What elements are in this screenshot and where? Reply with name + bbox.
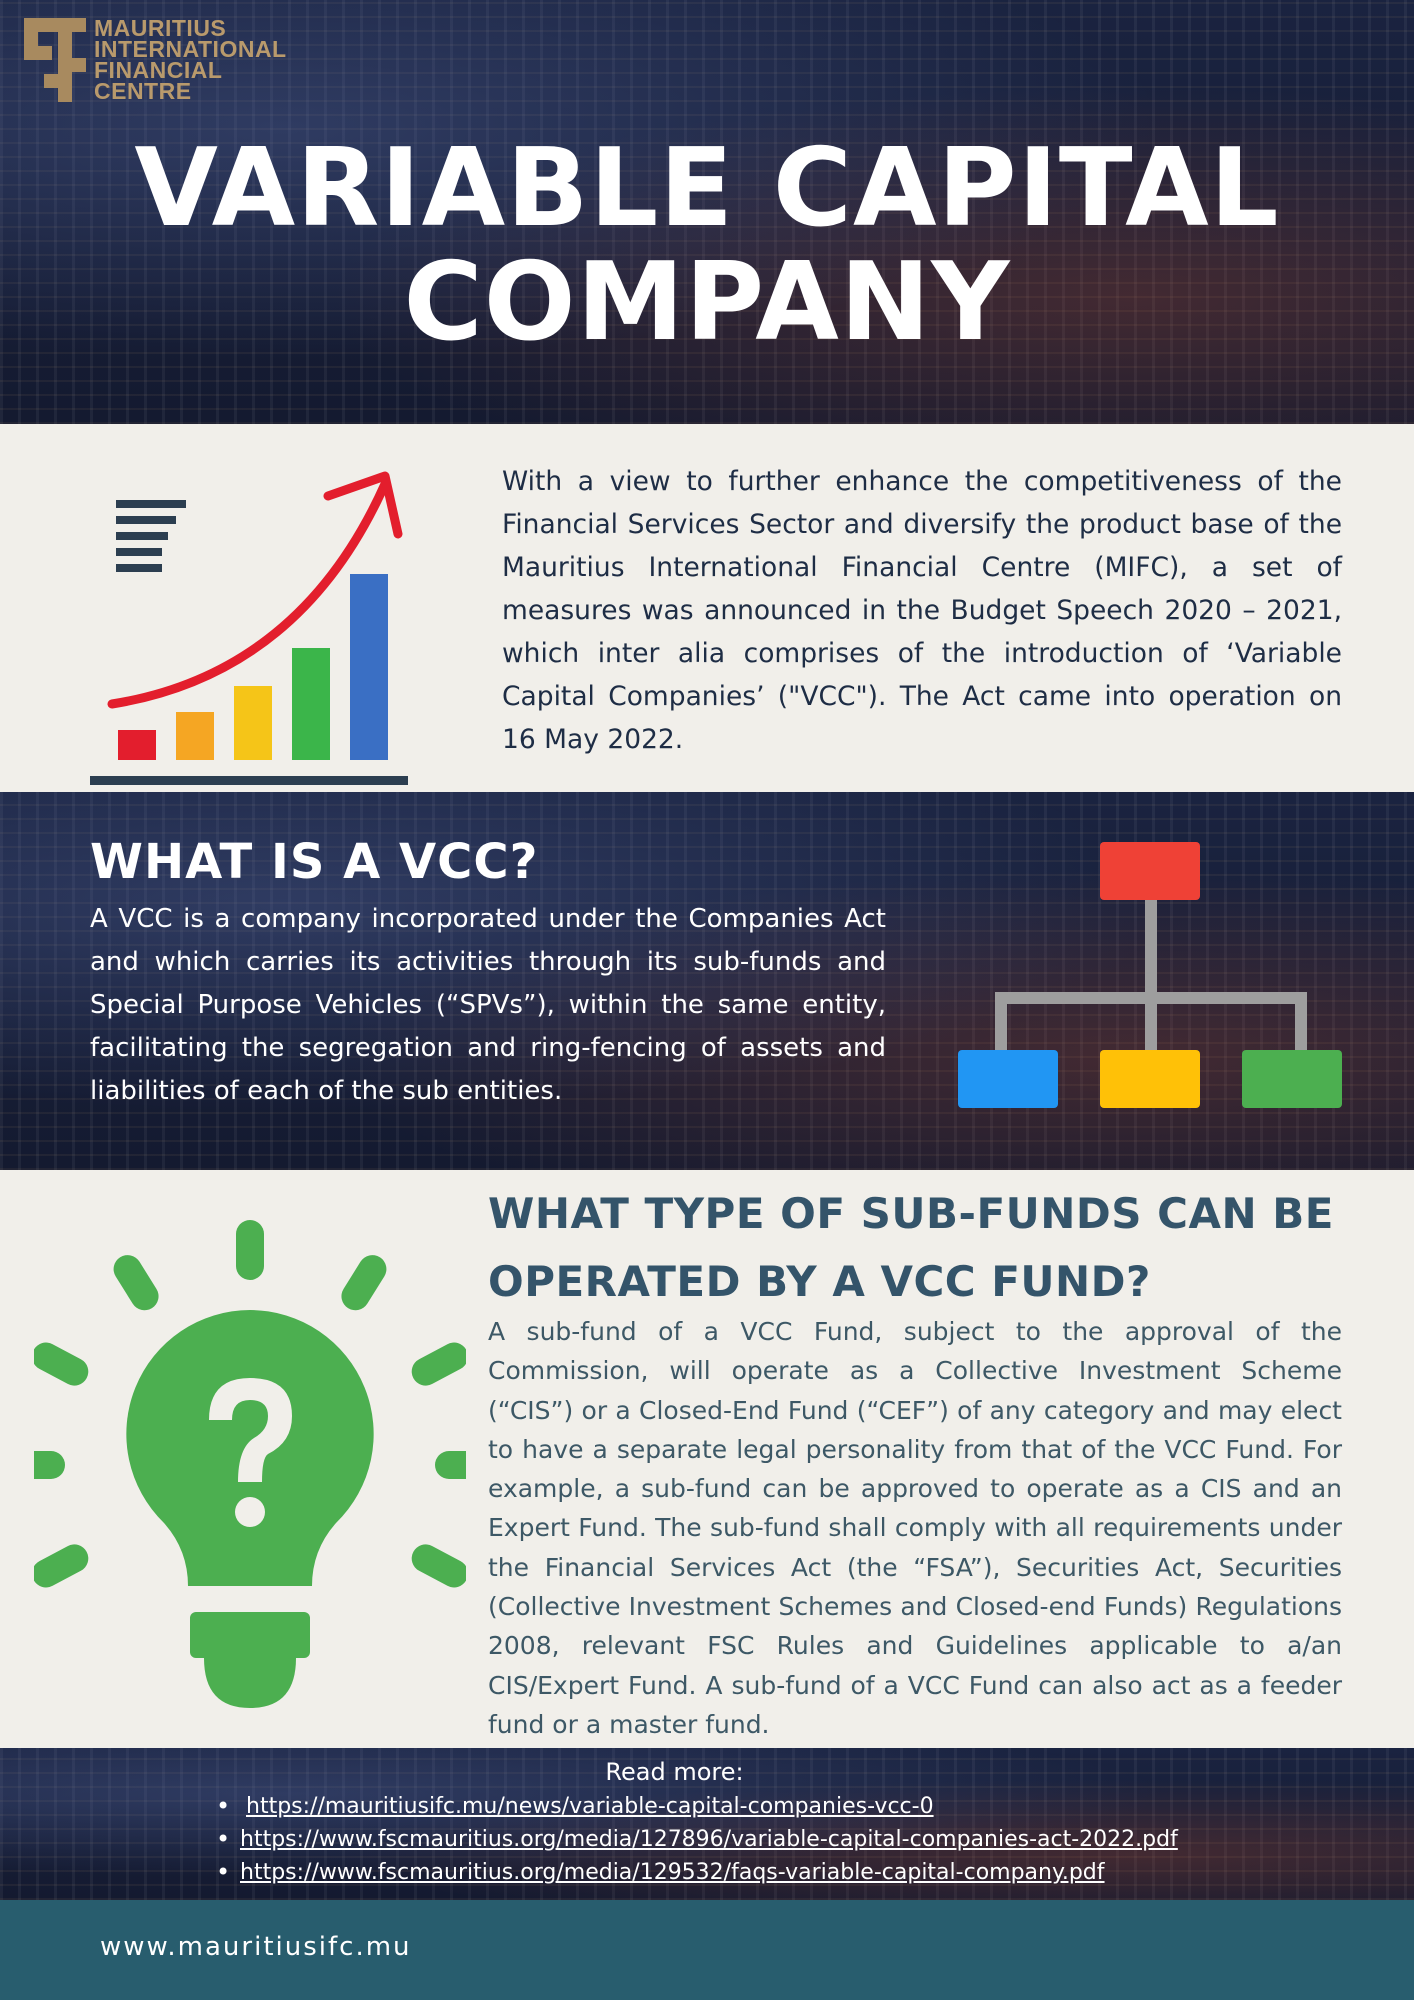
link-vcc-act-pdf[interactable]: https://www.fscmauritius.org/media/127896/variable-capital-companies-act-2022.pdf: [240, 1827, 1178, 1852]
org-chart-icon: [950, 842, 1350, 1112]
link-mifc-news[interactable]: https://mauritiusifc.mu/news/variable-capital-companies-vcc-0: [246, 1794, 934, 1819]
what-is-vcc-heading: WHAT IS A VCC?: [90, 834, 539, 890]
sub-funds-heading: WHAT TYPE OF SUB-FUNDS CAN BE OPERATED BY A VCC FUND?: [488, 1189, 1334, 1306]
read-more-label: Read more:: [605, 1758, 744, 1786]
list-item: [240, 1823, 1178, 1856]
read-more-links: [240, 1790, 1178, 1889]
list-item: [240, 1856, 1178, 1889]
intro-paragraph: With a view to further enhance the competitiveness of the Financial Services Sector and diversify the product base of the Mauritius International Financial Centre (MIFC), a set of measures was announced in the Budget Speech 2020 – 2021, which inter alia comprises of the introduction of ‘Variable Capital Companies’ ("VCC"). The Act came into operation on 16 May 2022.: [502, 466, 1342, 755]
lightbulb-question-icon: [34, 1220, 466, 1710]
mifc-logo-icon: [24, 18, 86, 102]
what-is-vcc-paragraph: A VCC is a company incorporated under the Companies Act and which carries its activities through its sub-funds and Special Purpose Vehicles (“SPVs”), within the same entity, facilitating the segregation and ring-fencing of assets and liabilities of each of the sub entities.: [90, 904, 886, 1106]
intro-section: [0, 424, 1414, 792]
growth-chart-icon: [80, 444, 420, 794]
header-banner: [0, 0, 1414, 424]
read-more-section: [0, 1748, 1414, 1900]
what-is-vcc-section: [0, 792, 1414, 1170]
footer: [0, 1900, 1414, 2000]
link-vcc-faqs-pdf[interactable]: https://www.fscmauritius.org/media/129532/faqs-variable-capital-company.pdf: [240, 1860, 1105, 1885]
logo-text: MAURITIUS INTERNATIONAL FINANCIAL CENTRE: [94, 15, 287, 104]
page-title: VARIABLE CAPITAL COMPANY: [134, 126, 1280, 365]
sub-funds-paragraph: A sub-fund of a VCC Fund, subject to the approval of the Commission, will operate as a Collective Investment Scheme (“CIS”) or a Closed-End Fund (“CEF”) of any category and may elect to have a separate legal personality from that of the VCC Fund. For example, a sub-fund can be approved to operate as a CIS and an Expert Fund. The sub-fund shall comply with all requirements under the Financial Services Act (the “FSA”), Securities Act, Securities (Collective Investment Schemes and Closed-end Funds) Regulations 2008, relevant FSC Rules and Guidelines applicable to a/an CIS/Expert Fund. A sub-fund of a VCC Fund can also act as a feeder fund or a master fund.: [488, 1317, 1342, 1739]
footer-website-url: www.mauritiusifc.mu: [100, 1932, 412, 1962]
list-item: [240, 1790, 1178, 1823]
sub-funds-section: [0, 1170, 1414, 1748]
mifc-logo: [24, 15, 287, 104]
